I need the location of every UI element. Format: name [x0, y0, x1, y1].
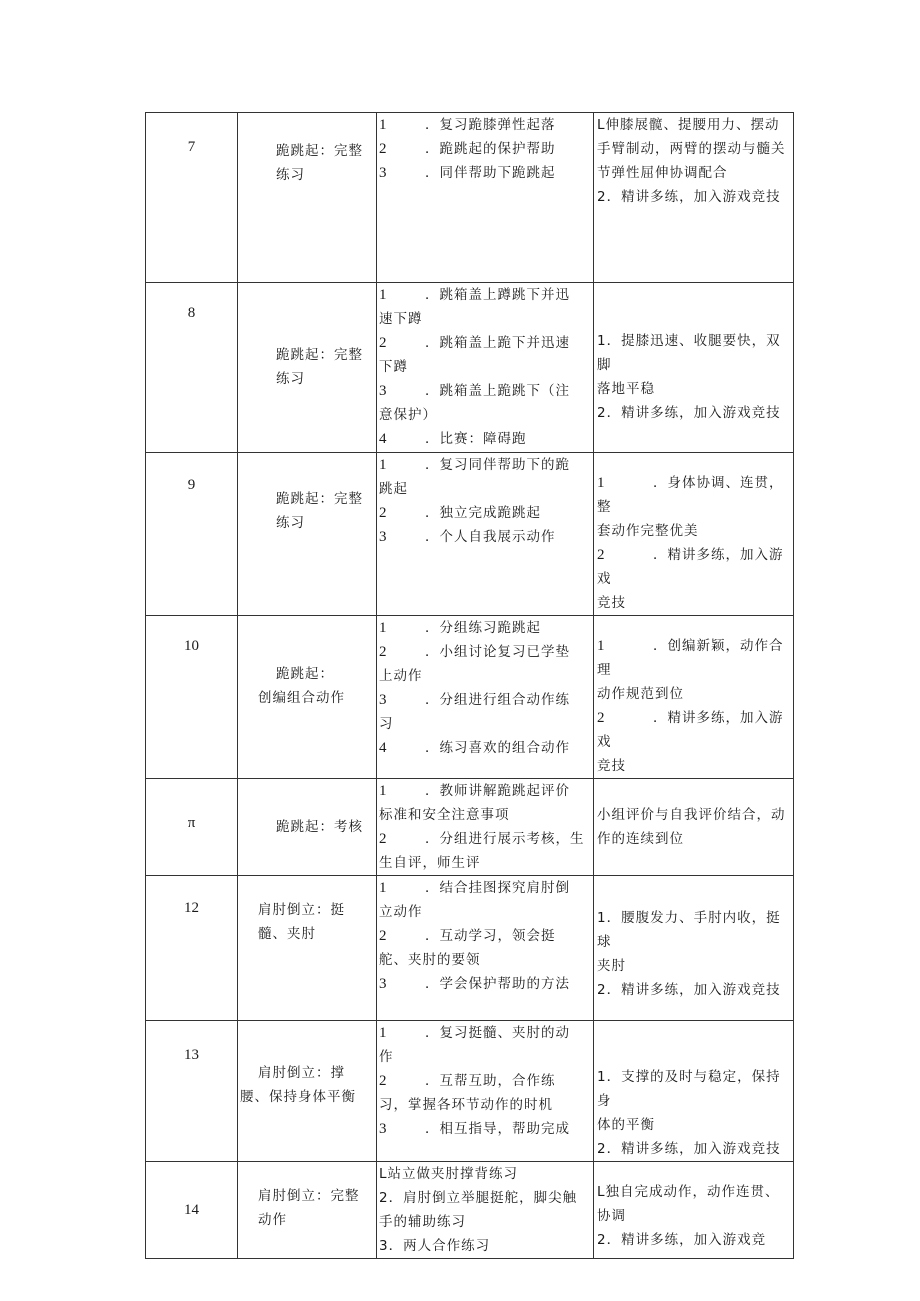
lesson-topic-cell	[238, 1162, 377, 1259]
lesson-topic	[238, 876, 376, 946]
topic-line: 髓、夹肘	[258, 926, 316, 942]
step-item	[379, 876, 591, 900]
teaching-goals-cell	[594, 616, 794, 779]
lesson-topic-cell	[238, 1021, 377, 1162]
topic-line: 肩肘倒立：撑	[258, 1065, 345, 1081]
step-number: 1	[379, 457, 388, 473]
teaching-steps-cell	[377, 779, 594, 876]
topic-line: 练习	[276, 515, 305, 531]
step-item	[379, 137, 591, 161]
step-number: 3	[379, 165, 388, 181]
lesson-topic	[238, 779, 376, 839]
topic-line: 跪跳起：考核	[276, 819, 363, 835]
step-text: ．复习同伴帮助下的跪	[425, 457, 570, 473]
lesson-number-cell	[146, 779, 238, 876]
goal-text: ．身体协调、连贯，整	[597, 475, 784, 515]
step-item	[379, 779, 591, 803]
step-item	[379, 736, 591, 760]
step-text-cont: 速下蹲	[379, 311, 423, 327]
step-text: ．跳箱盖上蹲跳下并迅	[425, 287, 570, 303]
goal-item	[597, 471, 791, 519]
lesson-number: 14	[184, 1202, 199, 1218]
lesson-number: 8	[187, 305, 196, 321]
teaching-goals-cell	[594, 453, 794, 616]
step-text: ．跪跳起的保护帮助	[425, 141, 556, 157]
step-line: 2．肩肘倒立举腿挺舵，脚尖触	[379, 1190, 578, 1206]
step-number: 3	[379, 692, 388, 708]
step-number: 3	[379, 383, 388, 399]
lesson-topic	[238, 453, 376, 535]
topic-line: 跪跳起：完整	[276, 491, 363, 507]
step-text: ．学会保护帮助的方法	[425, 976, 570, 992]
lesson-topic-cell	[238, 876, 377, 1021]
step-number: 1	[379, 783, 388, 799]
lesson-number-cell	[146, 283, 238, 453]
step-text: ．互动学习，领会挺	[425, 928, 556, 944]
goal-text-cont: 动作规范到位	[597, 686, 684, 702]
topic-line: 跪跳起：完整	[276, 143, 363, 159]
step-item	[379, 161, 591, 185]
goal-line: 作的连续到位	[597, 831, 684, 847]
goal-text-cont: 竞技	[597, 758, 626, 774]
step-number: 2	[379, 644, 388, 660]
step-item	[379, 113, 591, 137]
goal-text-cont: 套动作完整优美	[597, 523, 699, 539]
goal-item	[597, 706, 791, 754]
goal-item	[597, 543, 791, 591]
teaching-steps-cell	[377, 113, 594, 283]
step-number: 1	[379, 1025, 388, 1041]
goal-text: ．创编新颖，动作合理	[597, 638, 784, 678]
lesson-number-cell	[146, 616, 238, 779]
table-row	[146, 616, 794, 779]
step-text: ．跳箱盖上跪跳下（注	[425, 383, 570, 399]
step-number: 2	[379, 141, 388, 157]
step-item	[379, 972, 591, 996]
step-number: 2	[379, 505, 388, 521]
step-item	[379, 501, 591, 525]
teaching-steps-cell	[377, 876, 594, 1021]
goal-text-cont: 竞技	[597, 595, 626, 611]
step-text-cont: 立动作	[379, 904, 423, 920]
table-row	[146, 779, 794, 876]
step-item	[379, 688, 591, 712]
topic-line: 练习	[276, 167, 305, 183]
teaching-goals	[594, 616, 793, 778]
teaching-goals	[594, 1021, 793, 1161]
goal-text: ．精讲多练，加入游戏	[597, 547, 784, 587]
teaching-steps	[377, 876, 593, 996]
topic-line: 肩肘倒立：完整	[258, 1188, 360, 1204]
teaching-steps-cell	[377, 453, 594, 616]
step-text-cont: 习，掌握各环节动作的时机	[379, 1097, 553, 1113]
step-text: ．互帮互助，合作练	[425, 1073, 556, 1089]
teaching-steps	[377, 779, 593, 875]
topic-line: 腰、保持身体平衡	[240, 1089, 356, 1105]
step-number: 1	[379, 287, 388, 303]
lesson-number: 10	[184, 638, 199, 654]
step-number: 3	[379, 976, 388, 992]
teaching-goals-cell	[594, 779, 794, 876]
lesson-topic-cell	[238, 616, 377, 779]
step-text: ．比赛：障碍跑	[425, 431, 527, 447]
goal-line: 2．精讲多练，加入游戏竞	[597, 1232, 767, 1248]
goal-text: ．精讲多练，加入游戏	[597, 710, 784, 750]
step-text-cont: 作	[379, 1049, 394, 1065]
teaching-steps-cell	[377, 616, 594, 779]
lesson-topic	[238, 1162, 376, 1232]
step-number: 4	[379, 740, 388, 756]
step-number: 3	[379, 1121, 388, 1137]
step-text-cont: 上动作	[379, 668, 423, 684]
lesson-number-cell	[146, 876, 238, 1021]
lesson-number: 9	[187, 477, 196, 493]
goal-line: 落地平稳	[597, 381, 655, 397]
goal-line: 2．精讲多练，加入游戏竞技	[597, 982, 781, 998]
table-row	[146, 1021, 794, 1162]
step-number: 1	[379, 880, 388, 896]
table-row	[146, 113, 794, 283]
teaching-goals	[594, 1162, 793, 1252]
step-text: ．小组讨论复习已学垫	[425, 644, 570, 660]
teaching-goals-cell	[594, 113, 794, 283]
step-number: 2	[379, 831, 388, 847]
goal-line: L伸膝展髋、提腰用力、摆动	[597, 117, 780, 133]
teaching-steps-cell	[377, 1162, 594, 1259]
step-number: 2	[379, 335, 388, 351]
teaching-steps-cell	[377, 1021, 594, 1162]
lesson-topic-cell	[238, 283, 377, 453]
goal-line: 2．精讲多练，加入游戏竞技	[597, 1141, 781, 1157]
topic-line: 练习	[276, 371, 305, 387]
step-text: ．教师讲解跪跳起评价	[425, 783, 570, 799]
lesson-number: π	[187, 815, 196, 831]
topic-line: 跪跳起：完整	[276, 347, 363, 363]
goal-line: 节弹性屈伸协调配合	[597, 165, 728, 181]
step-number: 2	[379, 1073, 388, 1089]
step-item	[379, 453, 591, 477]
step-text-cont: 标准和安全注意事项	[379, 807, 510, 823]
table-row	[146, 453, 794, 616]
teaching-steps	[377, 113, 593, 185]
step-text: ．分组进行组合动作练	[425, 692, 570, 708]
goal-item	[597, 634, 791, 682]
goal-line: 2．精讲多练，加入游戏竞技	[597, 189, 781, 205]
table-row	[146, 876, 794, 1021]
step-item	[379, 379, 591, 403]
lesson-topic	[238, 283, 376, 391]
lesson-topic-cell	[238, 453, 377, 616]
step-item	[379, 283, 591, 307]
lesson-number-cell	[146, 1162, 238, 1259]
lesson-number: 12	[184, 900, 199, 916]
step-line: L站立做夹肘撑背练习	[379, 1166, 519, 1182]
step-number: 1	[379, 620, 388, 636]
teaching-goals	[594, 453, 793, 615]
step-number: 1	[379, 117, 388, 133]
teaching-goals-cell	[594, 876, 794, 1021]
step-text: ．分组进行展示考核，生	[425, 831, 585, 847]
topic-line: 创编组合动作	[258, 690, 345, 706]
step-number: 4	[379, 431, 388, 447]
lesson-topic	[238, 616, 376, 710]
teaching-steps	[377, 453, 593, 549]
teaching-steps-cell	[377, 283, 594, 453]
step-line: 手的辅助练习	[379, 1214, 466, 1230]
step-text: ．相互指导，帮助完成	[425, 1121, 570, 1137]
teaching-steps	[377, 283, 593, 451]
step-text-cont: 下蹲	[379, 359, 408, 375]
lesson-topic-cell	[238, 113, 377, 283]
step-item	[379, 924, 591, 948]
goal-number: 2	[597, 547, 606, 563]
step-text: ．分组练习跪跳起	[425, 620, 541, 636]
lesson-topic	[238, 1021, 376, 1109]
goal-line: 小组评价与自我评价结合，动	[597, 807, 786, 823]
topic-line: 动作	[258, 1212, 287, 1228]
teaching-goals-cell	[594, 283, 794, 453]
step-item	[379, 1117, 591, 1141]
step-text: ．复习挺髓、夹肘的动	[425, 1025, 570, 1041]
step-text: ．复习跪膝弹性起落	[425, 117, 556, 133]
teaching-steps	[377, 1162, 593, 1258]
lesson-number: 13	[184, 1047, 199, 1063]
step-text-cont: 跳起	[379, 481, 408, 497]
goal-line: 手臂制动，两臂的摆动与髓关	[597, 141, 786, 157]
step-item	[379, 1069, 591, 1093]
step-text-cont: 习	[379, 716, 394, 732]
step-text-cont: 生自评，师生评	[379, 855, 481, 871]
table-row	[146, 283, 794, 453]
step-number: 3	[379, 529, 388, 545]
goal-line: 1．支撑的及时与稳定，保持身	[597, 1069, 781, 1109]
goal-line: 1．提膝迅速、收腿要快，双脚	[597, 333, 781, 373]
step-number: 2	[379, 928, 388, 944]
teaching-goals-cell	[594, 1021, 794, 1162]
teaching-goals-cell	[594, 1162, 794, 1259]
goal-number: 1	[597, 638, 606, 654]
teaching-steps	[377, 616, 593, 760]
table-row	[146, 1162, 794, 1259]
goal-line: 2．精讲多练，加入游戏竞技	[597, 405, 781, 421]
step-line: 3．两人合作练习	[379, 1238, 491, 1254]
step-text: ．跳箱盖上跪下并迅速	[425, 335, 570, 351]
lesson-plan-table	[145, 112, 794, 1259]
goal-line: 体的平衡	[597, 1117, 655, 1133]
step-item	[379, 827, 591, 851]
step-text: ．个人自我展示动作	[425, 529, 556, 545]
teaching-goals	[594, 283, 793, 425]
step-text: ．同伴帮助下跪跳起	[425, 165, 556, 181]
step-text: ．独立完成跪跳起	[425, 505, 541, 521]
goal-number: 1	[597, 475, 606, 491]
topic-line: 肩肘倒立：挺	[258, 902, 345, 918]
teaching-goals	[594, 876, 793, 1002]
goal-line: 夹肘	[597, 958, 626, 974]
lesson-number: 7	[187, 139, 196, 155]
step-item	[379, 427, 591, 451]
lesson-topic	[238, 113, 376, 187]
step-text-cont: 意保护）	[379, 407, 437, 423]
topic-line: 跪跳起：	[276, 666, 334, 682]
lesson-topic-cell	[238, 779, 377, 876]
step-item	[379, 331, 591, 355]
step-item	[379, 616, 591, 640]
step-item	[379, 1021, 591, 1045]
lesson-number-cell	[146, 453, 238, 616]
step-item	[379, 525, 591, 549]
step-text: ．结合挂图探究肩肘倒	[425, 880, 570, 896]
step-item	[379, 640, 591, 664]
teaching-goals	[594, 779, 793, 851]
goal-line: 协调	[597, 1208, 626, 1224]
goal-line: L独自完成动作，动作连贯、	[597, 1184, 780, 1200]
lesson-number-cell	[146, 113, 238, 283]
lesson-number-cell	[146, 1021, 238, 1162]
goal-number: 2	[597, 710, 606, 726]
teaching-goals	[594, 113, 793, 209]
teaching-steps	[377, 1021, 593, 1141]
goal-line: 1．腰腹发力、手肘内收，挺球	[597, 910, 781, 950]
step-text-cont: 舵、夹肘的要领	[379, 952, 481, 968]
step-text: ．练习喜欢的组合动作	[425, 740, 570, 756]
